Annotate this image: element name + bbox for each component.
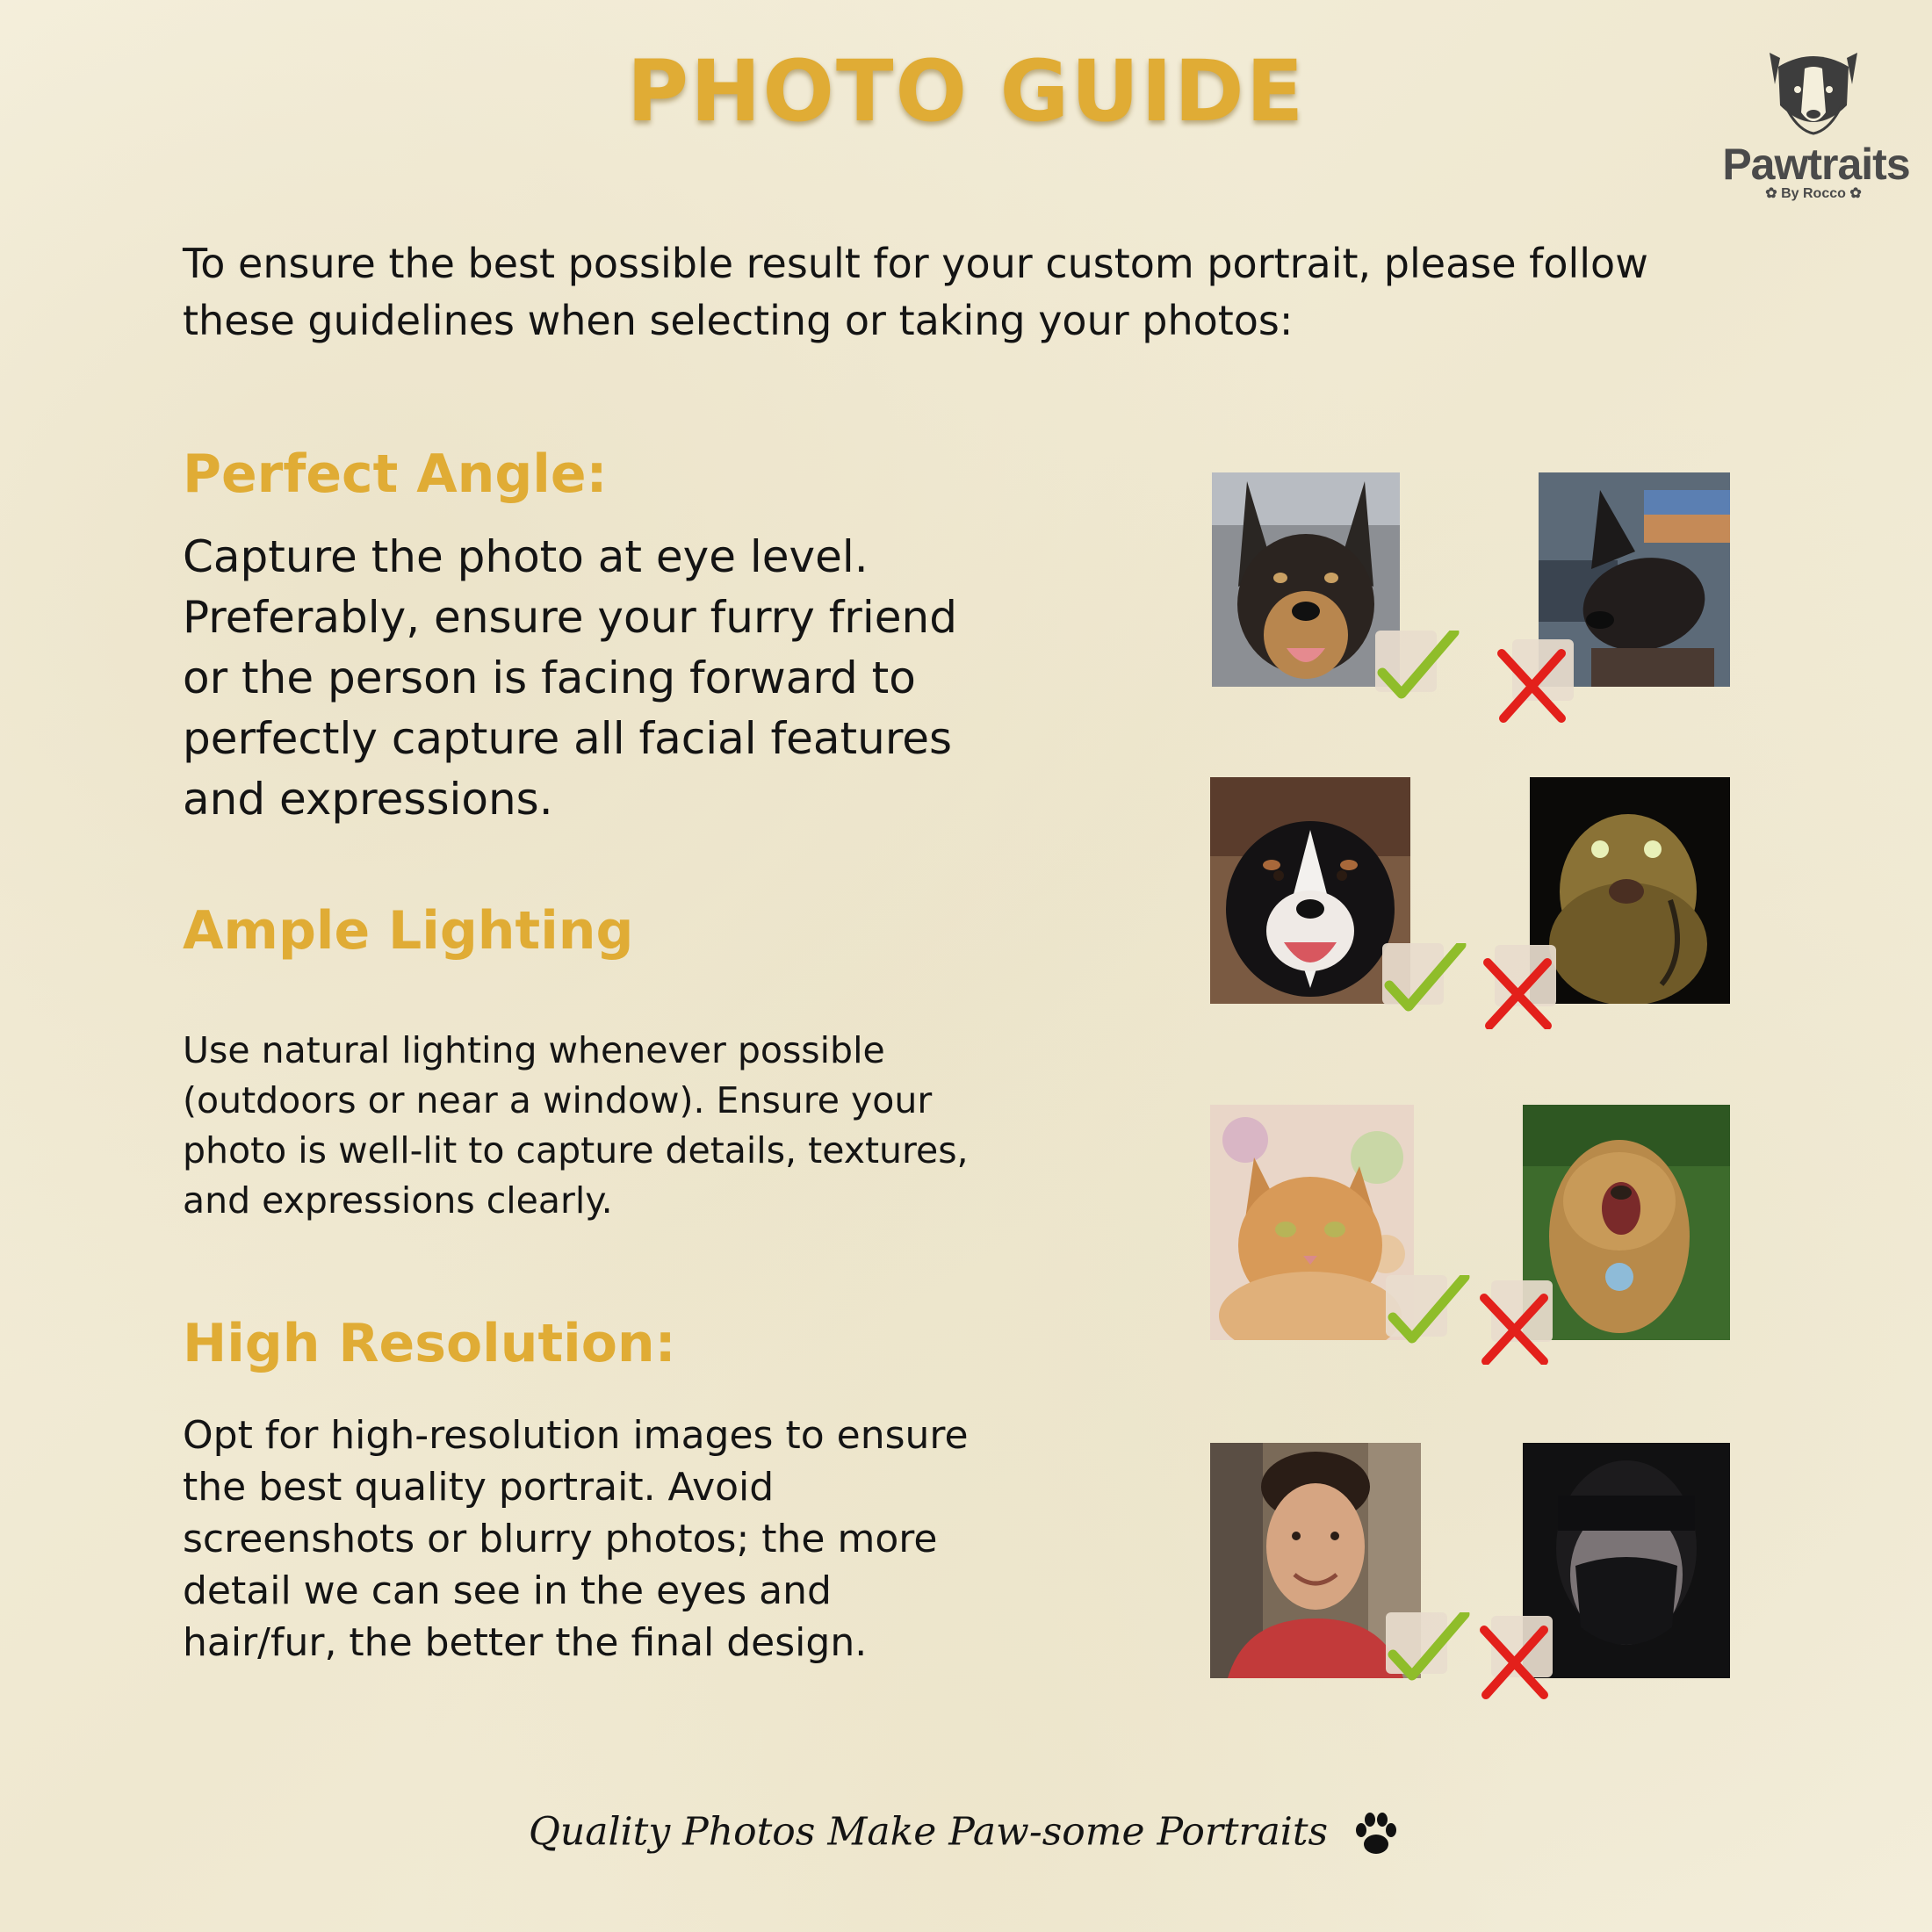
section-body-lighting: Use natural lighting whenever possible (outdoors or near a window). Ensure your photo is well-lit to capture details, textures, and expressions clearly. (183, 1029, 969, 1222)
paw-small-icon: ✿ (1765, 186, 1777, 201)
check-icon (1382, 943, 1467, 1027)
paw-print-icon (1349, 1807, 1403, 1862)
orange-cat-sharp-photo (1210, 1105, 1414, 1340)
section-body-angle: Capture the photo at eye level. Preferably, ensure your furry friend or the person is facing forward to perfectly capture all facial features and expressions. (183, 531, 957, 825)
page-title: PHOTO GUIDE (626, 42, 1306, 141)
footer-tagline: Quality Photos Make Paw-some Portraits (0, 1807, 1932, 1862)
bernese-dog-well-lit-photo (1210, 777, 1410, 1004)
check-icon (1375, 631, 1460, 715)
section-heading-angle: Perfect Angle: (183, 443, 608, 505)
check-icon (1386, 1275, 1470, 1359)
brand-byline: ✿ By Rocco ✿ (1765, 186, 1862, 201)
cross-icon (1482, 945, 1567, 1029)
dog-logo-icon (1704, 51, 1923, 148)
intro-text: To ensure the best possible result for your custom portrait, please follow these guidelines when selecting or taking your photos: (183, 240, 1648, 344)
paw-small-icon: ✿ (1849, 186, 1862, 201)
cross-icon (1479, 1616, 1563, 1700)
section-heading-resolution: High Resolution: (183, 1313, 676, 1374)
section-heading-lighting: Ample Lighting (183, 900, 634, 962)
cross-icon (1496, 639, 1581, 724)
cross-icon (1479, 1280, 1563, 1365)
german-shepherd-facing-camera-photo (1212, 472, 1400, 687)
brand-logo (1704, 51, 1923, 209)
section-body-resolution: Opt for high-resolution images to ensure the best quality portrait. Avoid screenshots or blurry photos; the more detail we can see in the eyes and hair/fur, the better the final design. (183, 1413, 969, 1665)
check-icon (1386, 1612, 1470, 1697)
brand-name: Pawtraits (1722, 140, 1910, 189)
